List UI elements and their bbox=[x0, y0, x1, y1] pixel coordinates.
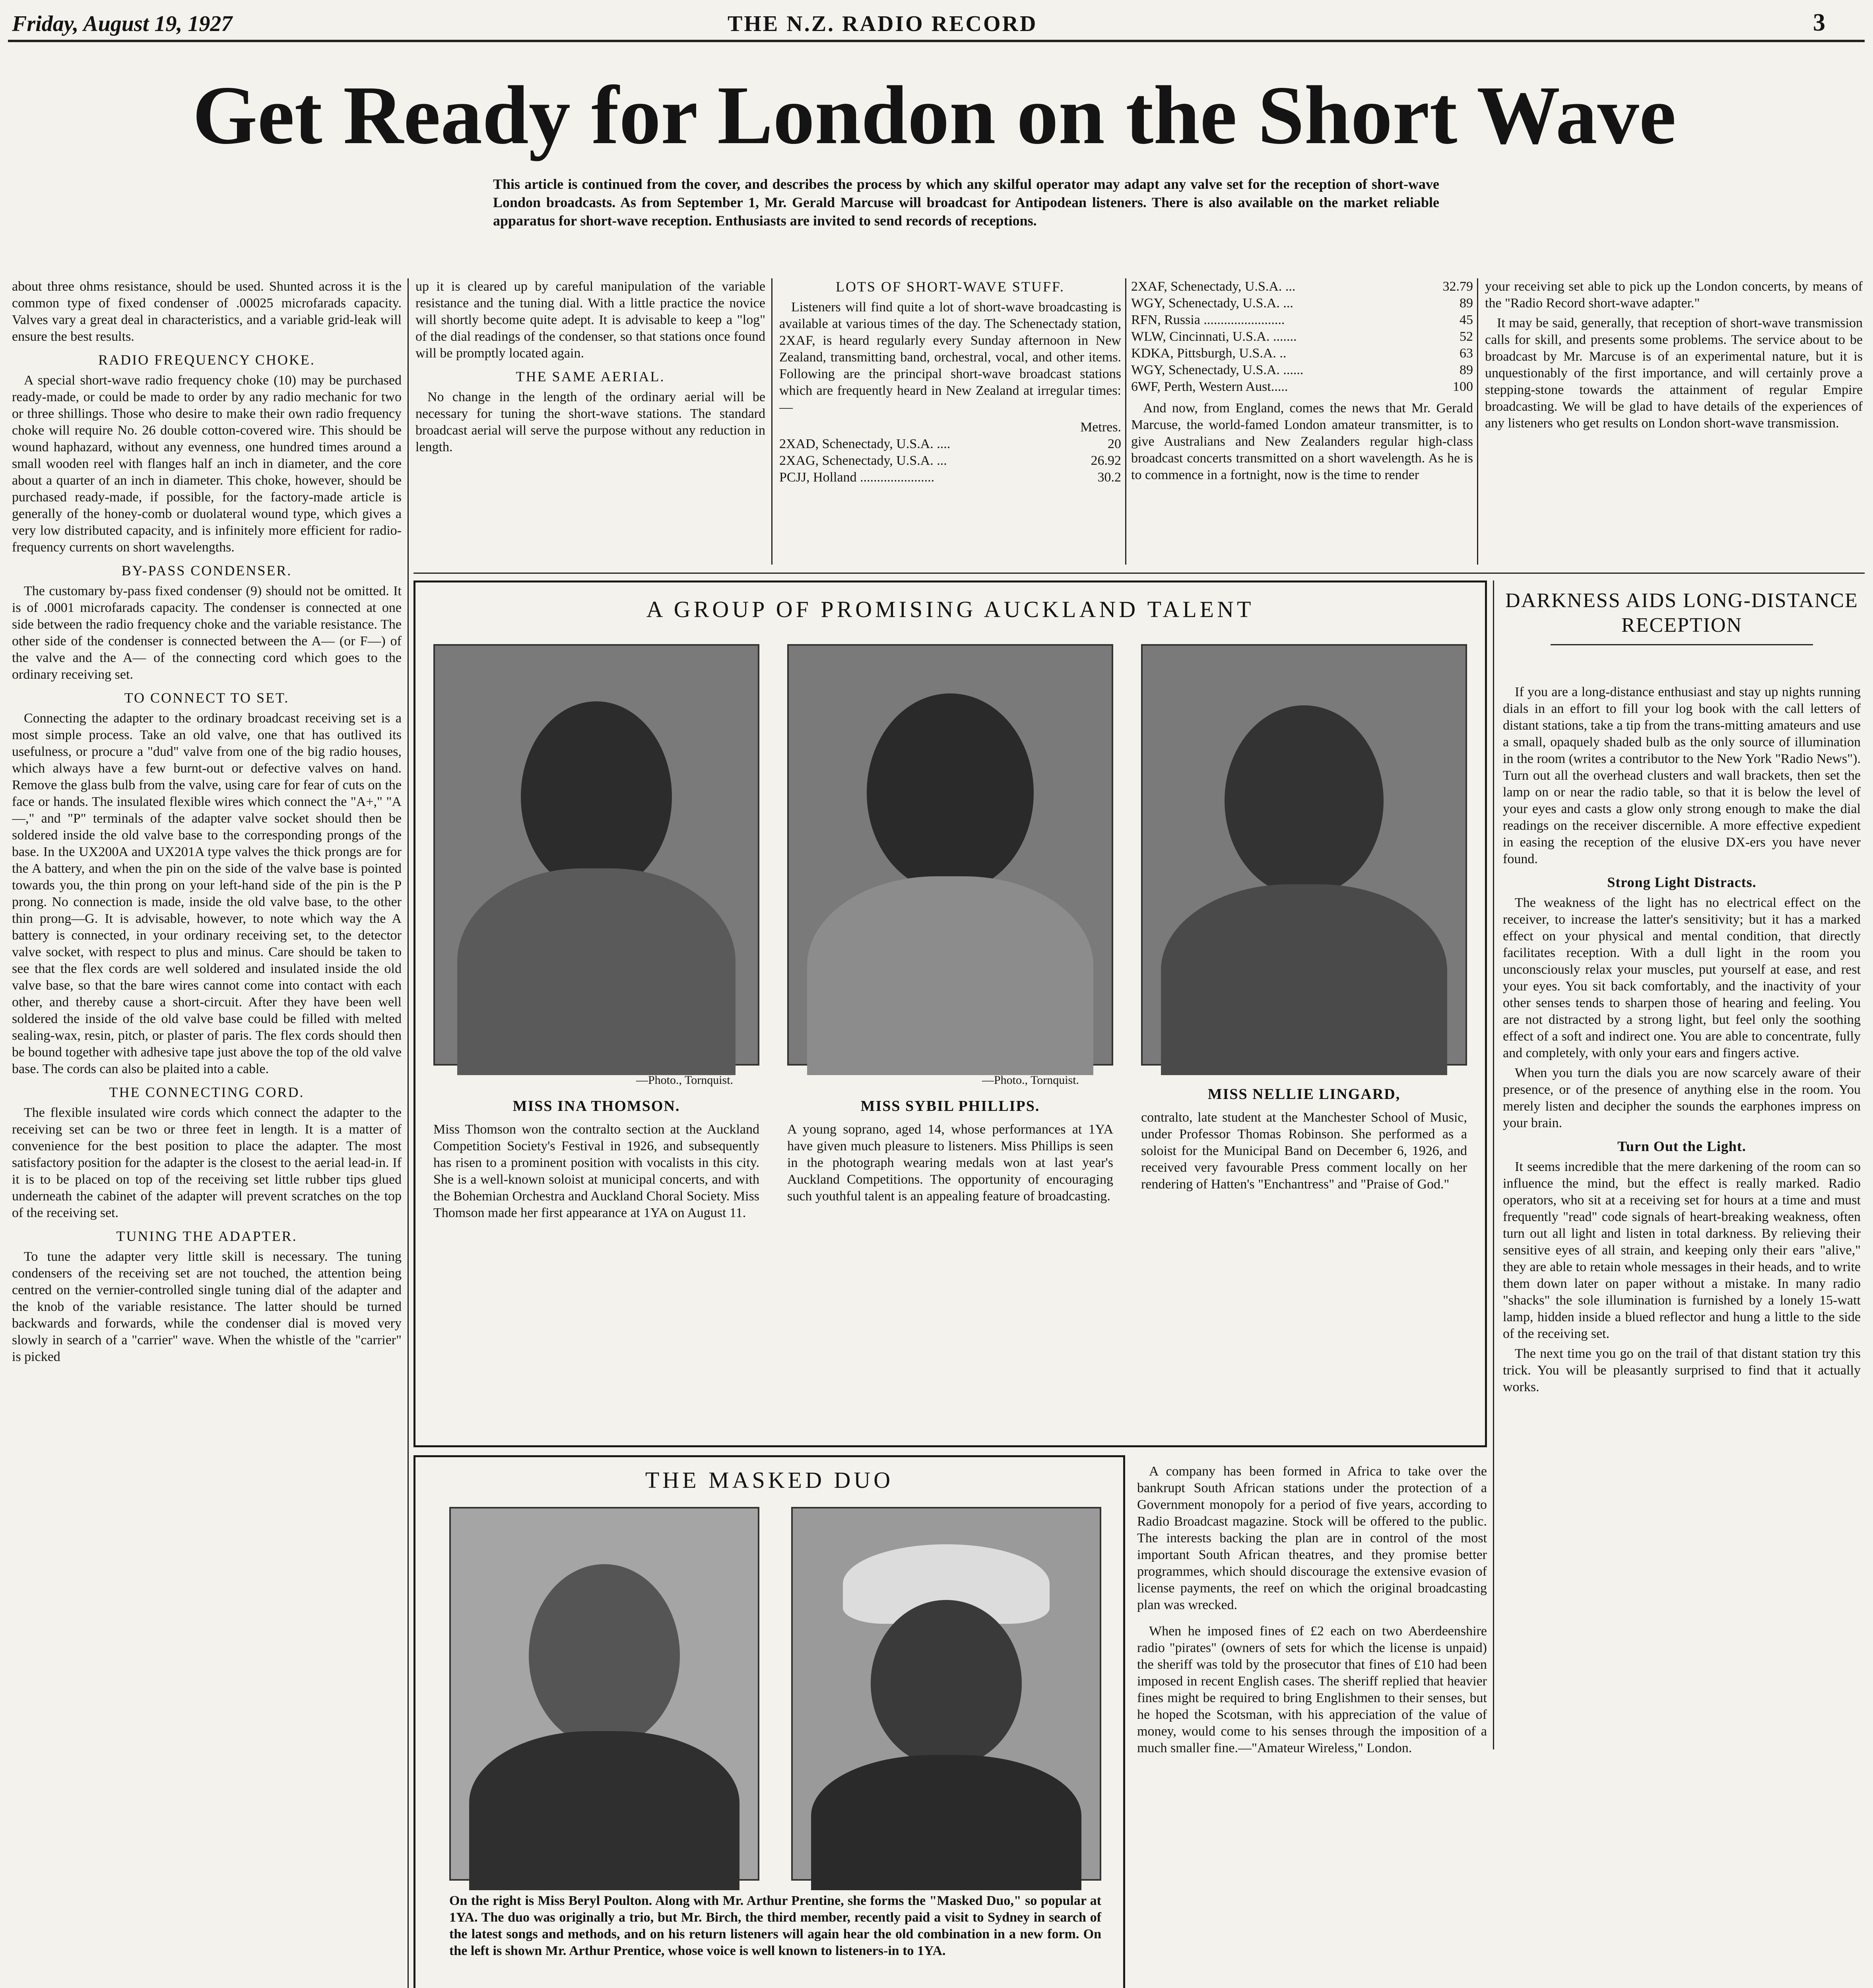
station-name: 2XAF, Schenectady, U.S.A. ... bbox=[1131, 279, 1296, 294]
station-metres: 89 bbox=[1460, 296, 1473, 311]
station-metres: 30.2 bbox=[1097, 470, 1121, 485]
article-paragraph: up it is cleared up by careful manipulation of the variable resistance and the tuning dial. With a little practice the novice will shortly become quite adept. It is advisable to keep a "log" of the dial readings of the condenser, so that stations once found will be promptly located again. bbox=[415, 279, 765, 361]
photo-arthur-prentice bbox=[449, 1507, 759, 1881]
station-name: KDKA, Pittsburgh, U.S.A. .. bbox=[1131, 346, 1287, 361]
column-divider bbox=[1125, 278, 1126, 565]
station-metres: 20 bbox=[1108, 437, 1121, 451]
station-metres: 63 bbox=[1460, 346, 1473, 361]
photo-credit: —Photo., Tornquist. bbox=[982, 1074, 1079, 1087]
intro-text: This article is continued from the cover, and describes the process by which any skilful operator may adapt any valve set for the reception of short-wave London broadcasts. As from September 1, Mr. Gerald Marcuse will broadcast for Antipodean listeners. There is also available on the market reliable apparatus for short-wave reception. Enthusiasts are invited to send records of receptions. bbox=[493, 176, 1439, 229]
station-metres: 32.79 bbox=[1442, 279, 1473, 294]
column-divider bbox=[1477, 278, 1478, 565]
subhead-connect: TO CONNECT TO SET. bbox=[124, 690, 289, 706]
stuff-column-1 bbox=[779, 278, 1121, 565]
station-name: 2XAG, Schenectady, U.S.A. ... bbox=[779, 453, 947, 468]
darkness-subhead: Turn Out the Light. bbox=[1617, 1138, 1746, 1154]
station-row bbox=[779, 436, 1121, 452]
station-row bbox=[1131, 295, 1473, 312]
article-paragraph: about three ohms resistance, should be used. Shunted across it is the common type of fixed condenser of .00025 microfarads capacity. Valves vary a great deal in characteristics, and a variable grid-leak will ensure the best results. bbox=[12, 279, 402, 344]
page-number: 3 bbox=[1813, 9, 1825, 36]
station-name: PCJJ, Holland ...................... bbox=[779, 470, 935, 485]
subhead-bypass: BY-PASS CONDENSER. bbox=[121, 563, 292, 579]
stuff-paragraph: Listeners will find quite a lot of short-wave broadcasting is available at various times of the day. The Schenectady station, 2XAF, is heard regularly every Sunday afternoon in New Zealand, transmitting band, orchestral, vocal, and other items. Following are the principal short-wave broadcast stations which are frequently heard in New Zealand at irregular times:— bbox=[779, 300, 1121, 415]
column-divider bbox=[1493, 580, 1494, 1749]
stuff-heading: LOTS OF SHORT-WAVE STUFF. bbox=[835, 279, 1065, 295]
station-name: WLW, Cincinnati, U.S.A. ....... bbox=[1131, 329, 1297, 344]
photo-beryl-poulton bbox=[791, 1507, 1101, 1881]
safrica-column bbox=[1137, 1463, 1487, 1988]
name-ina-thomson: MISS INA THOMSON. bbox=[512, 1098, 680, 1114]
stuff-column-3 bbox=[1485, 278, 1863, 565]
station-row bbox=[779, 469, 1121, 486]
caption-sybil-phillips: A young soprano, aged 14, whose performances at 1YA have given much pleasure to listeners. Miss Phillips is seen in the photograph wearing medals won at last year's Auckland Competitions. The opportunity of encouraging such youthful talent is an appealing feature of broadcasting. bbox=[787, 1122, 1113, 1204]
talent-title: A GROUP OF PROMISING AUCKLAND TALENT bbox=[646, 596, 1254, 622]
article-paragraph: The customary by-pass fixed condenser (9) should not be omitted. It is of .0001 microfarads capacity. The condenser is connected at one side between the radio frequency choke and the variable resistance. The other side of the condenser is connected between the A— (or F—) of the valve and the A— of the connecting cord which goes to the ordinary receiving set. bbox=[12, 584, 402, 682]
station-name: 2XAD, Schenectady, U.S.A. .... bbox=[779, 437, 951, 451]
darkness-heading: DARKNESS AIDS LONG-DISTANCE RECEPTION bbox=[1505, 589, 1858, 637]
section-rule bbox=[413, 573, 1865, 574]
station-name: 6WF, Perth, Western Aust..... bbox=[1131, 379, 1288, 394]
caption-ina-thomson: Miss Thomson won the contralto section at the Auckland Competition Society's Festival in 1926, and subsequently has risen to a prominent position with vocalists in this city. She is a well-known soloist at municipal concerts, and with the Bohemian Orchestra and Auckland Choral Society. Miss Thomson made her first appearance at 1YA on August 11. bbox=[433, 1122, 759, 1220]
duo-title: THE MASKED DUO bbox=[645, 1467, 894, 1493]
article-column-2 bbox=[415, 278, 765, 565]
stuff-paragraph: your receiving set able to pick up the London concerts, by means of the "Radio Record short-wave adapter." bbox=[1485, 279, 1863, 311]
station-list bbox=[1131, 278, 1473, 395]
subhead-rf-choke: RADIO FREQUENCY CHOKE. bbox=[98, 352, 315, 368]
masthead-date: Friday, August 19, 1927 bbox=[12, 12, 233, 36]
article-paragraph: Connecting the adapter to the ordinary broadcast receiving set is a most simple process. Take an old valve, one that has outlived its usefulness, or procure a "dud" valve from one of the big radio houses, which always have a few burnt-out or defective valves on hand. Remove the glass bulb from the valve, using care for fear of cuts on the face or hands. The insulated flexible wires which connect the "A+," "A—," and "P" terminals of the adapter valve socket should then be soldered inside the old valve base to the corresponding prongs of the base. In the UX200A and UX201A type valves the thick prongs are for the A battery, and when the pin on the side of the valve base is pointed towards you, the thin prong on your left-hand side of the pin is the P prong. No connection is made, inside the old valve base, to the other thin prong—G. It is advisable, however, to note which way the A battery is connected, in your ordinary receiving set, to the detector valve socket, with respect to plus and minus. Care should be taken to see that the flex cords are well soldered and insulated inside the old valve base, so that the bare wires cannot come into contact with each other, and thereby cause a short-circuit. After they have been well soldered the inside of the old valve base could be filled with melted sealing-wax, resin, pitch, or plaster of paris. The flex cords should then be bound together with adhesive tape just above the top of the old valve base. The cords can also be plaited into a cable. bbox=[12, 711, 402, 1076]
darkness-subhead: Strong Light Distracts. bbox=[1607, 874, 1757, 890]
column-divider bbox=[408, 278, 409, 1988]
article-paragraph: The flexible insulated wire cords which connect the adapter to the receiving set can be two or three feet in length. It is a matter of convenience for the best position to place the adapter. The most satisfactory position for the adapter is the closest to the aerial lead-in. If it is to be placed on top of the receiving set little rubber tips glued underneath the cabinet of the adapter will prevent scratches on the top of the receiving set. bbox=[12, 1105, 402, 1220]
station-row bbox=[1131, 362, 1473, 379]
station-row bbox=[1131, 379, 1473, 395]
article-column-1 bbox=[12, 278, 402, 1988]
caption-nellie-lingard: contralto, late student at the Manchester School of Music, under Professor Thomas Robinson. She performed as a soloist for the Municipal Band on December 6, 1926, and received very favourable Press comment locally on her rendering of Hatten's "Enchantress" and "Praise of God." bbox=[1141, 1110, 1467, 1192]
metres-label: Metres. bbox=[1080, 420, 1121, 435]
article-paragraph: A special short-wave radio frequency choke (10) may be purchased ready-made, or could be made to order by any radio mechanic for two or three shillings. Those who desire to make their own radio frequency choke will require No. 26 double cotton-covered wire. This should be wound haphazard, without any evenness, one hundred times around a small wooden reel with flanges half an inch in diameter, and the core about a quarter of an inch in diameter. This choke, however, should be purchased ready-made, if possible, for the factory-made article is generally of the honey-comb or duolateral wound type, which gives a very low distributed capacity, and is infinitely more efficient for radio-frequency currents on short wavelengths. bbox=[12, 373, 402, 555]
station-metres: 52 bbox=[1460, 329, 1473, 344]
safrica-paragraph: A company has been formed in Africa to take over the bankrupt South African stations under the protection of a Government monopoly for a period of five years, according to Radio Broadcast magazine. Stock will be offered to the public. The interests backing the plan are in control of the most important South African theatres, and they promise better programmes, which should discourage the extensive evasion of license payments, the reef on which the original broadcasting plan was wrecked. bbox=[1137, 1464, 1487, 1612]
darkness-paragraph: The weakness of the light has no electrical effect on the receiver, to increase the latter's sensitivity; but it has a marked effect on your physical and mental condition, that directly facilitates reception. With a dull light in the room you unconsciously relax your muscles, put yourself at ease, and rest your eyes. You sit back comfortably, and the inactivity of your other senses tends to sharpen those of hearing and feeling. You are not distracted by a strong light, but feel only the soothing effect of a soft and indirect one. You are able to concentrate, fully and completely, with only your ears and fingers active. bbox=[1503, 895, 1861, 1060]
subhead-tuning: TUNING THE ADAPTER. bbox=[116, 1228, 297, 1244]
darkness-rule bbox=[1551, 644, 1813, 645]
headline: Get Ready for London on the Short Wave bbox=[192, 69, 1676, 161]
station-row bbox=[779, 452, 1121, 469]
darkness-paragraph: The next time you go on the trail of that distant station try this trick. You will be pleasantly surprised to find that it actually works. bbox=[1503, 1346, 1861, 1394]
station-metres: 26.92 bbox=[1091, 453, 1121, 468]
station-row bbox=[1131, 312, 1473, 328]
station-name: WGY, Schenectady, U.S.A. ...... bbox=[1131, 363, 1304, 377]
station-name: WGY, Schenectady, U.S.A. ... bbox=[1131, 296, 1293, 311]
station-name: RFN, Russia ........................ bbox=[1131, 313, 1285, 327]
darkness-paragraph: If you are a long-distance enthusiast and stay up nights running dials in an effort to fill your log book with the call letters of distant stations, take a tip from the trans-mitting amateurs and use a small, opaquely shaded bulb as the only source of illumination in the room (writes a contributor to the New York "Radio News"). Turn out all the overhead clusters and wall brackets, then set the lamp on or near the radio table, so that it is below the level of your eyes and casts a glow only strong enough to make the dial readings on the receiver discernible. A more effective expedient in easing the reception of the elusive DX-ers you have never found. bbox=[1503, 685, 1861, 866]
station-row bbox=[1131, 328, 1473, 345]
name-nellie-lingard: MISS NELLIE LINGARD, bbox=[1207, 1086, 1401, 1103]
column-divider bbox=[771, 278, 772, 565]
photo-ina-thomson bbox=[433, 644, 759, 1066]
darkness-column bbox=[1503, 684, 1861, 1749]
darkness-paragraph: It seems incredible that the mere darkening of the room can so influence the mind, but the effect is really marked. Radio operators, who sit at a receiving set for hours at a time and must frequently "read" code signals of heart-breaking weakness, often turn out all light and listen in total darkness. By relieving their sensitive eyes of all strain, and keeping only their ears "alive," they are able to retain whole messages in their heads, and to write them down later on paper without a mistake. In many radio "shacks" the sole illumination is furnished by a lonely 15-watt lamp, hidden inside a blued reflector and hung a little to the side of the receiving set. bbox=[1503, 1159, 1861, 1341]
masthead-rule bbox=[8, 40, 1865, 42]
photo-nellie-lingard bbox=[1141, 644, 1467, 1066]
photo-credit: —Photo., Tornquist. bbox=[636, 1074, 734, 1087]
article-paragraph: To tune the adapter very little skill is necessary. The tuning condensers of the receiving set are not touched, the attention being centred on the vernier-controlled single tuning dial of the adapter and the knob of the variable resistance. The latter should be turned backwards and forwards, while the condenser dial is moved very slowly in search of a "carrier" wave. When the whistle of the "carrier" is picked bbox=[12, 1249, 402, 1364]
subhead-aerial: THE SAME AERIAL. bbox=[516, 369, 665, 384]
station-metres: 45 bbox=[1460, 313, 1473, 327]
station-metres: 89 bbox=[1460, 363, 1473, 377]
station-list bbox=[779, 436, 1121, 486]
masthead-title: THE N.Z. RADIO RECORD bbox=[728, 12, 1038, 36]
safrica-paragraph: When he imposed fines of £2 each on two Aberdeenshire radio "pirates" (owners of sets for which the license is unpaid) the sheriff was told by the prosecutor that fines of £10 had been imposed in recent English cases. The sheriff replied that heavier fines might be required to bring Englishmen to their senses, but he hoped the Scotsman, with his appreciation of the value of money, would come to his senses through the imposition of a much smaller fine.—"Amateur Wireless," London. bbox=[1137, 1624, 1487, 1755]
article-paragraph: No change in the length of the ordinary aerial will be necessary for tuning the short-wave stations. The standard broadcast aerial will serve the purpose without any reduction in length. bbox=[415, 390, 765, 454]
stuff-column-2 bbox=[1131, 278, 1473, 565]
subhead-cord: THE CONNECTING CORD. bbox=[109, 1084, 305, 1100]
stuff-paragraph: And now, from England, comes the news that Mr. Gerald Marcuse, the world-famed London amateur transmitter, is to give Australians and New Zealanders regular high-class broadcast concerts transmitted on a short wavelength. As he is to commence in a fortnight, now is the time to render bbox=[1131, 401, 1473, 482]
duo-caption: On the right is Miss Beryl Poulton. Along with Mr. Arthur Prentine, she forms the "Masked Duo," so popular at 1YA. The duo was originally a trio, but Mr. Birch, the third member, recently paid a visit to Sydney in search of the latest songs and methods, and on his return listeners will again hear the old combination in a new form. On the left is shown Mr. Arthur Prentice, whose voice is well known to listeners-in to 1YA. bbox=[449, 1893, 1101, 1958]
photo-sybil-phillips bbox=[787, 644, 1113, 1066]
name-sybil-phillips: MISS SYBIL PHILLIPS. bbox=[860, 1098, 1040, 1114]
station-row bbox=[1131, 278, 1473, 295]
station-metres: 100 bbox=[1453, 379, 1473, 394]
darkness-paragraph: When you turn the dials you are now scarcely aware of their presence, or of the presence of anything else in the room. You merely listen and decipher the sounds the earphones impress on your brain. bbox=[1503, 1066, 1861, 1130]
station-row bbox=[1131, 345, 1473, 362]
stuff-paragraph: It may be said, generally, that reception of short-wave transmission calls for skill, and presents some problems. The service about to be broadcast by Mr. Marcuse is of an experimental nature, but it is unquestionably of the first importance, and will certainly prove a stepping-stone towards the attainment of regular Empire broadcasting. We will be glad to have details of the experiences of any listeners who get results on London short-wave transmission. bbox=[1485, 316, 1863, 431]
